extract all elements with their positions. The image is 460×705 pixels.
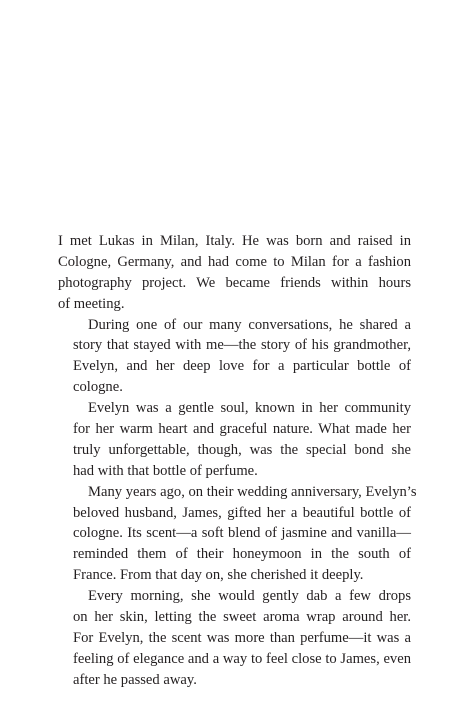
text-line: on her skin, letting the sweet aroma wrap around her. bbox=[73, 609, 411, 626]
story-text bbox=[58, 231, 417, 691]
text-line: truly unforgettable, though, was the special bond she bbox=[73, 441, 411, 458]
text-line: cologne. Its scent—a soft blend of jasmine and vanilla— bbox=[73, 525, 411, 542]
paragraph-1 bbox=[58, 231, 411, 315]
text-line: beloved husband, James, gifted her a beautiful bottle of bbox=[73, 504, 411, 521]
text-line: story that stayed with me—the story of his grandmother, bbox=[73, 337, 411, 354]
text-line: for her warm heart and graceful nature. What made her bbox=[73, 421, 411, 438]
text-line: Evelyn was a gentle soul, known in her community bbox=[88, 400, 411, 417]
text-line: cologne. bbox=[73, 379, 123, 396]
text-line: France. From that day on, she cherished it deeply. bbox=[73, 567, 364, 584]
text-line: I met Lukas in Milan, Italy. He was born and raised in bbox=[58, 233, 411, 249]
paragraph-3 bbox=[58, 398, 411, 482]
text-line: had with that bottle of perfume. bbox=[73, 462, 258, 479]
paragraph-4 bbox=[58, 482, 417, 586]
text-line: For Evelyn, the scent was more than perfume—it was a bbox=[73, 629, 411, 646]
text-line: Every morning, she would gently dab a few drops bbox=[88, 588, 411, 605]
text-line: of meeting. bbox=[58, 295, 125, 312]
text-line: after he passed away. bbox=[73, 671, 197, 688]
text-line: photography project. We became friends within hours bbox=[58, 274, 411, 291]
text-line: feeling of elegance and a way to feel close to James, even bbox=[73, 650, 411, 667]
text-line: Evelyn, and her deep love for a particular bottle of bbox=[73, 358, 411, 375]
text-line: During one of our many conversations, he shared a bbox=[88, 316, 411, 333]
text-line: reminded them of their honeymoon in the south of bbox=[73, 546, 411, 563]
text-line: Many years ago, on their wedding anniversary, Evelyn’s bbox=[88, 483, 417, 500]
text-line: Cologne, Germany, and had come to Milan for a fashion bbox=[58, 253, 411, 270]
paragraph-5 bbox=[58, 586, 411, 690]
paragraph-2 bbox=[58, 315, 411, 399]
